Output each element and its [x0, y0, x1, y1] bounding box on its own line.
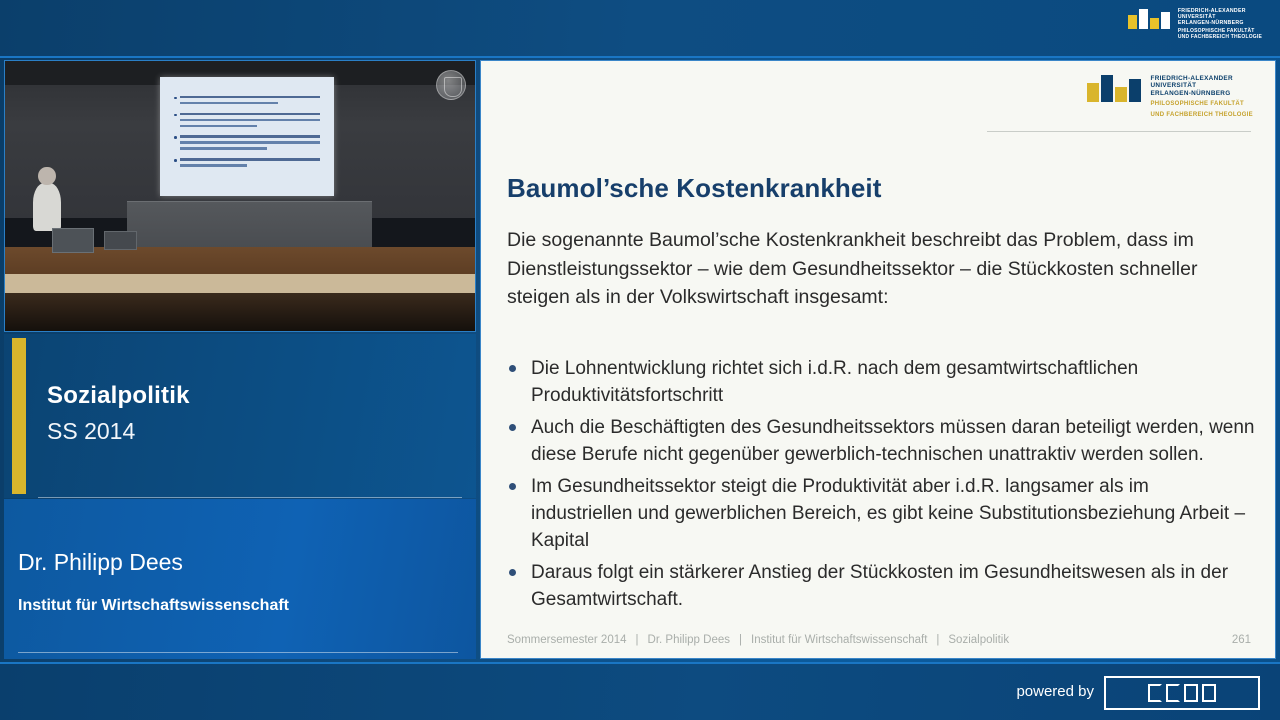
list-item [507, 356, 1255, 410]
lecture-video-panel[interactable] [4, 60, 476, 332]
footer-separator: | [635, 634, 639, 646]
equipment-box [104, 231, 137, 250]
presenter-institute: Institut für Wirtschaftswissenschaft [18, 597, 290, 614]
slide-intro-paragraph: Die sogenannte Baumol’sche Kostenkrankheit beschreibt das Problem, dass im Dienstleistungssektor – wie dem Gesundheitssektor – die Stückkosten schneller steigen als in der Volkswirtschaft insgesamt: [507, 229, 1198, 309]
bullet-dot-icon [509, 424, 516, 431]
fau-logo-header [1128, 9, 1262, 41]
brand-faculty-2: UND FACHBEREICH THEOLOGIE [1177, 34, 1262, 41]
slide-title: Baumol’sche Kostenkrankheit [507, 173, 882, 203]
list-item-text: Auch die Beschäftigten des Gesundheitssektors müssen daran beteiligt werden, wenn diese Berufe nicht gegenüber gewerblich-technischen unattraktiv werden sollen. [531, 416, 1255, 465]
list-item-text: Daraus folgt ein stärkerer Anstieg der Stückkosten im Gesundheitswesen als in der Gesamtwirtschaft. [531, 561, 1229, 610]
presenter-name: Dr. Philipp Dees [18, 549, 183, 575]
list-item [507, 474, 1255, 555]
slide-page-number: 261 [1231, 634, 1251, 646]
rrze-logo-icon [1148, 684, 1216, 702]
brand-faculty-2: UND FACHBEREICH THEOLOGIE [1150, 111, 1253, 118]
list-item-text: Im Gesundheitssektor steigt die Produktivität aber i.d.R. langsamer als im industriellen und gewerblichen Bereich, es gibt keine Substitutionsbeziehung Arbeit – Kapital [531, 475, 1246, 551]
bullet-dot-icon [509, 483, 516, 490]
list-item [507, 415, 1255, 469]
podium [52, 228, 94, 252]
divider [18, 652, 458, 653]
university-seal-icon [436, 70, 466, 100]
list-item [507, 560, 1255, 614]
rrze-logo[interactable] [1104, 676, 1260, 710]
projected-slide [160, 77, 334, 196]
brand-line-2: UNIVERSITÄT [1150, 82, 1197, 90]
fau-logo-mark-icon [1128, 9, 1170, 29]
divider [38, 497, 462, 498]
list-item-text: Die Lohnentwicklung richtet sich i.d.R. nach dem gesamtwirtschaftlichen Produktivitätsfortschritt [531, 358, 1139, 406]
brand-line-3: ERLANGEN-NÜRNBERG [1177, 19, 1244, 26]
player-footer [0, 662, 1280, 720]
footer-course: Sozialpolitik [948, 634, 1010, 646]
accent-bar [12, 338, 26, 494]
brand-faculty-1: PHILOSOPHISCHE FAKULTÄT [1150, 101, 1244, 108]
brand-line-1: FRIEDRICH-ALEXANDER [1150, 75, 1233, 82]
brand-faculty-1: PHILOSOPHISCHE FAKULTÄT [1177, 28, 1255, 35]
course-title-block [4, 334, 476, 498]
footer-institute: Institut für Wirtschaftswissenschaft [751, 634, 928, 646]
lecturer-figure [33, 183, 61, 232]
hall-foreground [5, 293, 475, 331]
footer-separator: | [936, 634, 940, 646]
slide-footer [507, 634, 1251, 646]
divider [987, 131, 1251, 132]
course-term: SS 2014 [47, 418, 136, 444]
slide-bullet-list [507, 356, 1255, 619]
powered-by-label: powered by [1016, 683, 1094, 700]
bullet-dot-icon [509, 569, 516, 576]
brand-line-1: FRIEDRICH-ALEXANDER [1177, 8, 1246, 14]
footer-presenter: Dr. Philipp Dees [647, 634, 730, 646]
hall-chalkboard [127, 201, 371, 247]
fau-logo-wordmark [1178, 9, 1262, 41]
player-header [0, 0, 1280, 58]
course-title: Sozialpolitik [47, 382, 190, 409]
brand-line-2: UNIVERSITÄT [1177, 13, 1216, 20]
footer-term: Sommersemester 2014 [507, 634, 627, 646]
bullet-dot-icon [509, 365, 516, 372]
brand-line-3: ERLANGEN-NÜRNBERG [1150, 89, 1231, 97]
presenter-block [4, 499, 476, 659]
fau-logo-slide [1087, 75, 1253, 119]
slide-panel[interactable] [480, 60, 1276, 659]
fau-logo-wordmark [1150, 75, 1253, 119]
footer-separator: | [739, 634, 742, 646]
fau-logo-mark-icon [1087, 75, 1141, 102]
